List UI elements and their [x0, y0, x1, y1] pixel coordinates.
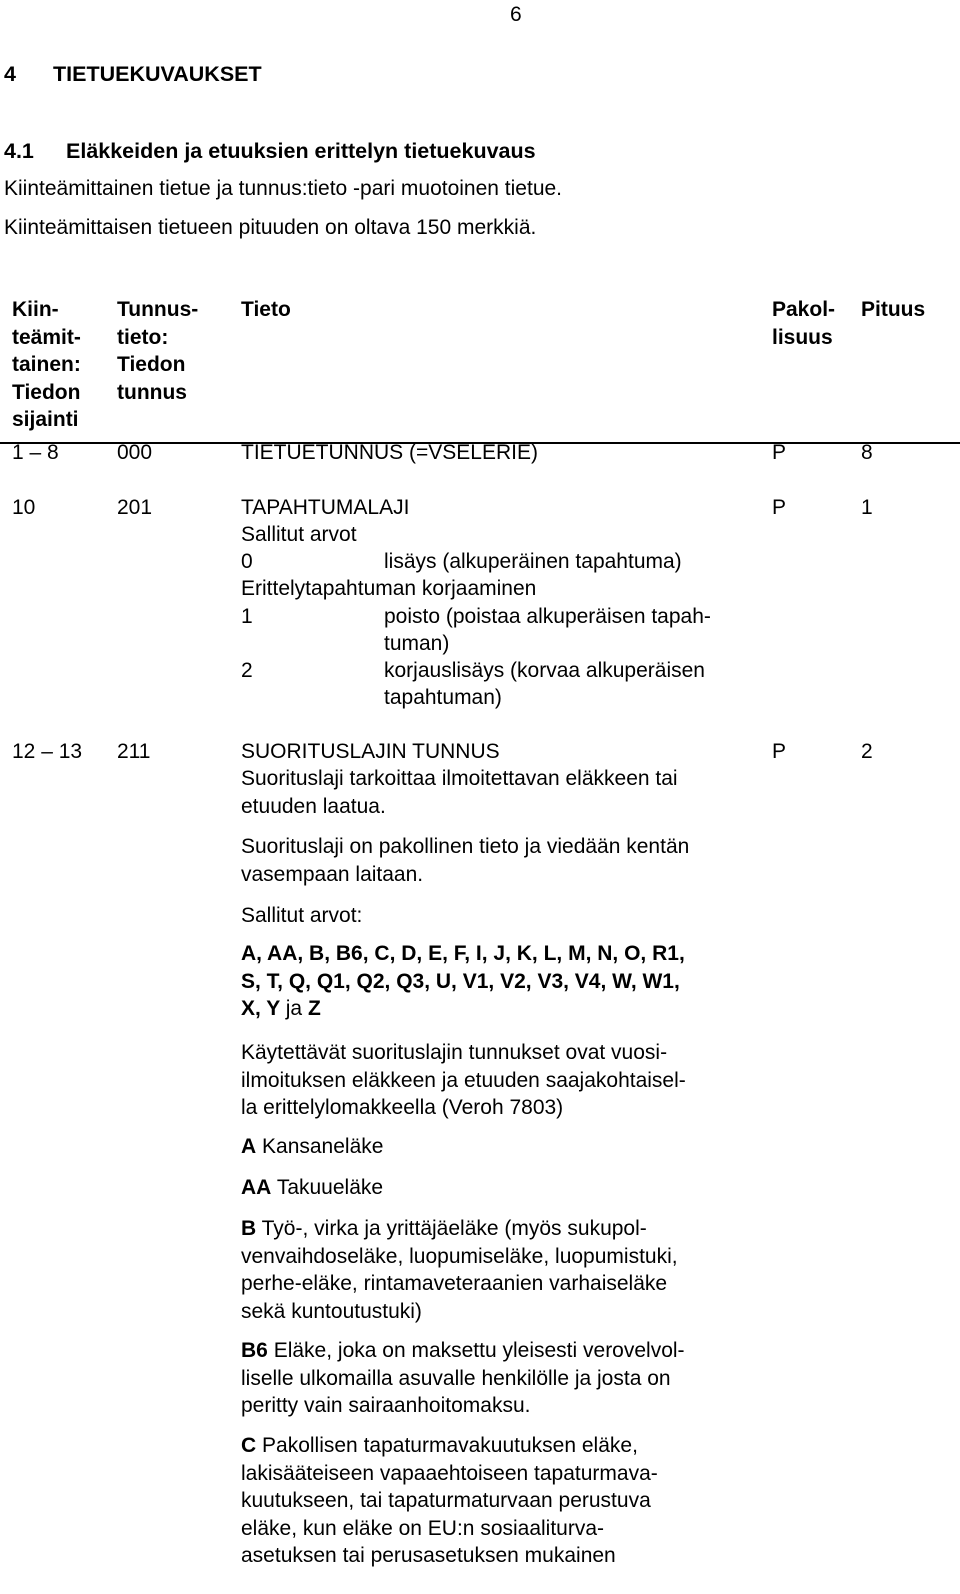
row-field: TIETUETUNNUS (=VSELERIE)	[241, 441, 538, 464]
description: Suorituslaji tarkoittaa ilmoitettavan eläkkeen tai etuuden laatua.	[241, 767, 678, 818]
code-entry: A Kansaneläke	[241, 1135, 384, 1158]
row-code: 211	[117, 740, 151, 763]
header-code: Tunnus- tieto: Tiedon tunnus	[117, 298, 199, 404]
code-entry: AA Takuueläke	[241, 1176, 384, 1199]
chapter-number: 4	[4, 62, 16, 86]
page-number: 6	[510, 3, 522, 26]
row-code: 000	[117, 441, 153, 464]
value-code: 2	[241, 659, 253, 682]
header-length: Pituus	[861, 298, 926, 321]
row-length: 8	[861, 441, 873, 464]
row-length: 2	[861, 740, 873, 763]
value-text: tapahtuman)	[384, 686, 502, 709]
value-text: lisäys (alkuperäinen tapahtuma)	[384, 550, 682, 573]
correction-label: Erittelytapahtuman korjaaminen	[241, 577, 537, 600]
code-entry: B6 Eläke, joka on maksettu yleisesti verovelvol- liselle ulkomailla asuvalle henkilölle ja josta on peritty vain sairaanhoitomaksu.	[241, 1339, 685, 1417]
value-text: tuman)	[384, 632, 450, 655]
value-code: 0	[241, 550, 253, 573]
code-entry: C Pakollisen tapaturmavakuutuksen eläke, lakisääteiseen vapaaehtoiseen tapaturmava- kuutukseen, tai tapaturmaturvaan perustuva eläke, kun eläke on EU:n sosiaaliturva- asetuksen tai perusasetuksen mukainen	[241, 1434, 658, 1567]
row-mandatory: P	[772, 496, 787, 519]
row-mandatory: P	[772, 740, 787, 763]
value-text: korjauslisäys (korvaa alkuperäisen	[384, 659, 705, 682]
code-entry: B Työ-, virka ja yrittäjäeläke (myös sukupol- venvaihdoseläke, luopumiseläke, luopumistuki, perhe-eläke, rintamaveteraanien varhaiseläke sekä kuntoutustuki)	[241, 1217, 678, 1323]
row-field: SUORITUSLAJIN TUNNUS	[241, 740, 500, 763]
row-code: 201	[117, 496, 153, 519]
section-number: 4.1	[4, 139, 34, 163]
allowed-values-label: Sallitut arvot:	[241, 904, 363, 927]
usage-note: Käytettävät suorituslajin tunnukset ovat vuosi- ilmoituksen eläkkeen ja etuuden saajakohtaisel- la erittelylomakkeella (Veroh 7803)	[241, 1041, 686, 1119]
row-length: 1	[861, 496, 873, 519]
row-position: 12 – 13	[12, 740, 83, 763]
row-position: 1 – 8	[12, 441, 59, 464]
value-text: poisto (poistaa alkuperäisen tapah-	[384, 605, 711, 628]
allowed-values-list: A, AA, B, B6, C, D, E, F, I, J, K, L, M, N, O, R1, S, T, Q, Q1, Q2, Q3, U, V1, V2, V3, V4, W, W1, X, Y ja Z	[241, 942, 685, 1020]
header-mandatory: Pakol- lisuus	[772, 298, 836, 349]
allowed-values-label: Sallitut arvot	[241, 523, 357, 546]
row-mandatory: P	[772, 441, 787, 464]
row-position: 10	[12, 496, 36, 519]
chapter-title: TIETUEKUVAUKSET	[53, 62, 262, 86]
value-code: 1	[241, 605, 253, 628]
section-title: Eläkkeiden ja etuuksien erittelyn tietuekuvaus	[66, 139, 536, 163]
row-field: TAPAHTUMALAJI	[241, 496, 410, 519]
description: Suorituslaji on pakollinen tieto ja viedään kentän vasempaan laitaan.	[241, 835, 690, 886]
intro-line-1: Kiinteämittainen tietue ja tunnus:tieto -pari muotoinen tietue.	[4, 177, 563, 200]
header-position: Kiin- teämit- tainen: Tiedon sijainti	[12, 298, 81, 431]
intro-line-2: Kiinteämittaisen tietueen pituuden on oltava 150 merkkiä.	[4, 216, 537, 239]
header-field: Tieto	[241, 298, 291, 321]
